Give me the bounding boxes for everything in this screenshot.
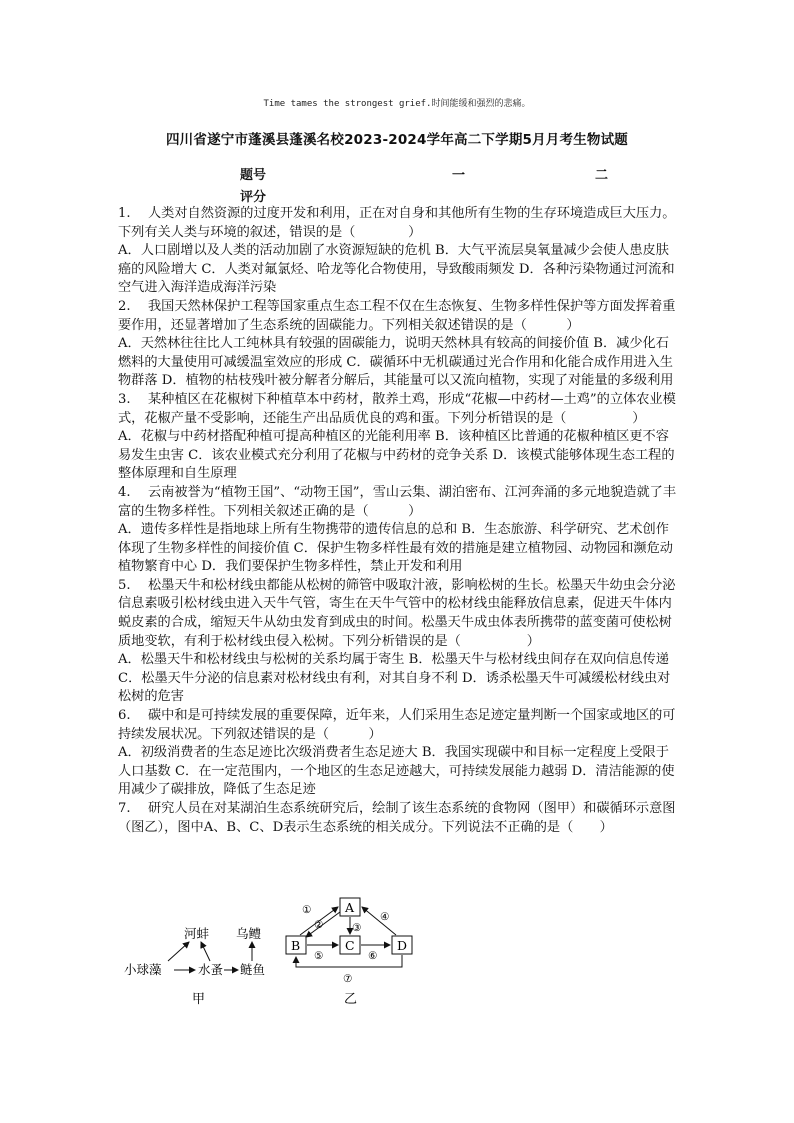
- score-label-score: 评分: [240, 190, 267, 205]
- node-lianyu: 鲢鱼: [240, 962, 266, 977]
- question-options: A．初级消费者的生态足迹比次级消费者生态足迹大 B．我国实现碳中和目标一定程度上受限于人口基数 C．在一定范围内，一个地区的生态足迹越大，可持续发展能力越弱 D．清洁能源的使用减少了碳排放，降低了生态足迹: [118, 745, 675, 798]
- figure-yi: [286, 898, 412, 1007]
- figure-food-web-and-carbon-cycle: [118, 895, 438, 1015]
- question-options: A．遗传多样性是指地球上所有生物携带的遗传信息的总和 B．生态旅游、科学研究、艺术创作体现了生物多样性的间接价值 C．保护生物多样性最有效的措施是建立植物园、动物园和濒危动植物繁育中心 D．我们要保护生物多样性，禁止开发和利用: [118, 522, 673, 575]
- label-7: ⑦: [343, 973, 353, 985]
- question-options: A．天然林往往比人工纯林具有较强的固碳能力，说明天然林具有较高的间接价值 B．减少化石燃料的大量使用可减缓温室效应的形成 C．碳循环中无机碳通过光合作用和化能合成作用进入生物群落 D．植物的枯枝残叶被分解者分解后，其能量可以又流向植物，实现了对能量的多级利用: [118, 336, 674, 389]
- question-stem: 7. 研究人员在对某湖泊生态系统研究后，绘制了该生态系统的食物网（图甲）和碳循环示意图（图乙），图中A、B、C、D表示生态系统的相关成分。下列说法不正确的是（ ）: [118, 801, 676, 835]
- question-2: [118, 298, 678, 391]
- question-stem: 5. 松墨天牛和松材线虫都能从松树的筛管中吸取汁液，影响松树的生长。松墨天牛幼虫会分泌信息素吸引松材线虫进入天牛气管，寄生在天牛气管中的松材线虫能释放信息素，促进天牛体内蜕皮素的合成，缩短天牛从幼虫发育到成虫的时间。松墨天牛成虫体表所携带的蓝变菌可使松树质地变软，有利于松材线虫侵入松树。下列分析错误的是（ ）: [118, 577, 676, 649]
- figure-jia: [124, 926, 265, 1007]
- arrow-7: [296, 955, 402, 967]
- question-options: A．人口剧增以及人类的活动加剧了水资源短缺的危机 B．大气平流层臭氧量减少会使人患皮肤癌的风险增大 C．人类对氟氯烃、哈龙等化合物使用，导致酸雨频发 D．各种污染物通过河流和空气进入海洋造成海洋污染: [118, 243, 675, 296]
- label-6: ⑥: [368, 950, 378, 962]
- caption-yi: 乙: [344, 992, 358, 1007]
- node-c: C: [345, 938, 355, 953]
- question-7: [118, 800, 678, 837]
- question-options: A．松墨天牛和松材线虫与松树的关系均属于寄生 B．松墨天牛与松材线虫间存在双向信息传递 C．松墨天牛分泌的信息素对松材线虫有利，对其自身不利 D．诱杀松墨天牛可减缓松材线虫对松树的危害: [118, 652, 671, 705]
- question-3: [118, 391, 678, 484]
- question-stem: 6. 碳中和是可持续发展的重要保障，近年来，人们采用生态足迹定量判断一个国家或地区的可持续发展状况。下列叙述错误的是（ ）: [118, 708, 676, 742]
- label-3: ③: [352, 922, 362, 934]
- page-title: 四川省遂宁市蓬溪县蓬溪名校2023-2024学年高二下学期5月月考生物试题: [165, 132, 629, 148]
- score-col-two: 二: [595, 168, 609, 183]
- score-table: [240, 164, 660, 208]
- label-2: ②: [314, 919, 324, 931]
- question-5: [118, 577, 678, 707]
- question-1: [118, 205, 678, 298]
- arrow-sz-hb: [201, 942, 210, 961]
- node-wuli: 乌鳢: [236, 926, 262, 941]
- caption-jia: 甲: [192, 992, 206, 1007]
- node-xiaoqiuzao: 小球藻: [124, 962, 162, 977]
- label-4: ④: [380, 911, 390, 923]
- question-stem: 2. 我国天然林保护工程等国家重点生态工程不仅在生态恢复、生物多样性保护等方面发挥着重要作用，还显著增加了生态系统的固碳能力。下列相关叙述错误的是（ ）: [118, 298, 676, 333]
- score-label-number: 题号: [240, 168, 267, 183]
- node-hebang: 河蚌: [184, 926, 210, 941]
- question-options: A．花椒与中药材搭配种植可提高种植区的光能利用率 B．该种植区比普通的花椒种植区更不容易发生虫害 C．该农业模式充分利用了花椒与中药材的竞争关系 D．该模式能够体现生态工程的整体原理和自生原理: [118, 429, 675, 482]
- score-row-header: [240, 164, 660, 186]
- node-d: D: [397, 938, 408, 953]
- node-shuizao: 水蚤: [198, 962, 224, 977]
- question-stem: 1. 人类对自然资源的过度开发和利用，正在对自身和其他所有生物的生存环境造成巨大压力。下列有关人类与环境的叙述，错误的是（ ）: [118, 206, 676, 240]
- node-a: A: [345, 900, 355, 915]
- motto-line: Time tames the strongest grief.时间能缓和强烈的悲痛。: [263, 99, 531, 109]
- question-stem: 3. 某种植区在花椒树下种植草本中药材，散养土鸡，形成“花椒—中药材—土鸡”的立体农业模式，花椒产量不受影响，还能生产出品质优良的鸡和蛋。下列分析错误的是（ ）: [118, 391, 676, 426]
- label-5: ⑤: [314, 950, 324, 962]
- arrow-4: [362, 907, 396, 935]
- question-list: [118, 205, 678, 837]
- arrow-xqz-hb: [168, 942, 189, 961]
- question-6: [118, 707, 678, 800]
- label-1: ①: [302, 904, 312, 916]
- question-stem: 4. 云南被誉为“植物王国”、“动物王国”，雪山云集、湖泊密布、江河奔涌的多元地貌造就了丰富的生物多样性。下列相关叙述正确的是（ ）: [118, 484, 677, 519]
- score-col-one: 一: [452, 168, 466, 183]
- node-b: B: [291, 938, 301, 953]
- question-4: [118, 484, 678, 577]
